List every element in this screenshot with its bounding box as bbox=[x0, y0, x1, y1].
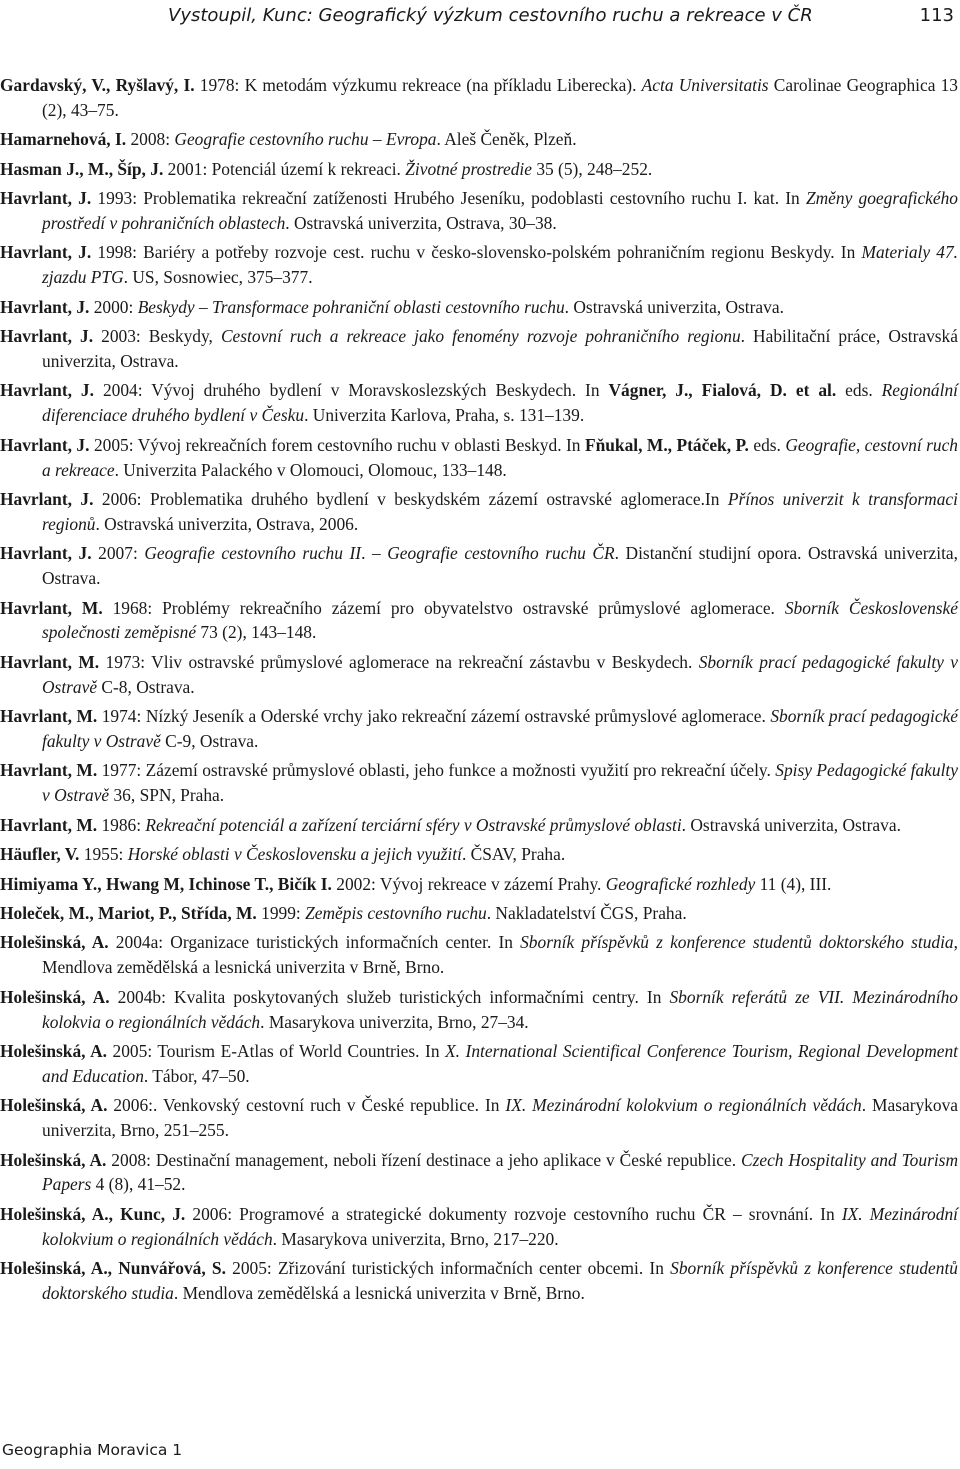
reference-italic: Rekreační potenciál a zařízení terciární sféry v Ostravské průmyslové oblasti bbox=[145, 814, 682, 835]
reference-text: 11 (4), III. bbox=[755, 873, 832, 894]
reference-authors: Vágner, J., Fialová, D. et al. bbox=[608, 380, 837, 401]
reference-authors: Holešinská, A. bbox=[0, 1095, 108, 1116]
reference-list bbox=[0, 73, 958, 1310]
reference-authors: Havrlant, J. bbox=[0, 434, 90, 455]
reference-authors: Holeček, M., Mariot, P., Střída, M. bbox=[0, 903, 257, 923]
reference-text: . Distanční studijní opora. Ostravská univerzita, Ostrava. bbox=[42, 543, 958, 589]
reference-entry bbox=[0, 240, 958, 290]
reference-text: . Aleš Čeněk, Plzeň. bbox=[436, 129, 577, 150]
reference-entry bbox=[0, 378, 958, 428]
reference-authors: Hasman J., M., Šíp, J. bbox=[0, 158, 164, 179]
reference-text: . ČSAV, Praha. bbox=[461, 844, 566, 865]
reference-text: 1986: bbox=[97, 814, 146, 835]
reference-entry bbox=[0, 872, 958, 897]
reference-italic: Cestovní ruch a rekreace jako fenomény rozvoje pohraničního regionu bbox=[220, 326, 741, 347]
reference-authors: Holešinská, A., Kunc, J. bbox=[0, 1203, 186, 1224]
reference-text: , Mendlova zemědělská a lesnická univerzita v Brně, Brno. bbox=[42, 932, 958, 978]
reference-text: . – bbox=[361, 543, 388, 564]
running-title: Vystoupil, Kunc: Geografický výzkum cestovního ruchu a rekreace v ČR bbox=[168, 5, 813, 26]
reference-text: 2005: Zřizování turistických informačních center obcemi. In bbox=[225, 1258, 671, 1279]
reference-entry bbox=[0, 596, 958, 646]
reference-text: . US, Sosnowiec, 375–377. bbox=[123, 267, 313, 288]
reference-authors: Havrlant, J. bbox=[0, 188, 92, 209]
reference-authors: Holešinská, A. bbox=[0, 986, 110, 1007]
reference-authors: Havrlant, M. bbox=[0, 814, 98, 835]
reference-authors: Havrlant, J. bbox=[0, 543, 92, 564]
reference-text: 35 (5), 248–252. bbox=[531, 158, 653, 179]
reference-entry bbox=[0, 813, 958, 838]
reference-italic: Acta Universitatis bbox=[641, 75, 769, 95]
reference-italic: Regionální diferenciace druhého bydlení v Česku bbox=[42, 380, 958, 426]
reference-text: 1974: Nízký Jeseník a Oderské vrchy jako rekreační zázemí ostravské průmyslové aglomerace. bbox=[97, 706, 771, 727]
reference-italic: Beskydy – Transformace pohraniční oblasti cestovního ruchu bbox=[137, 296, 565, 317]
reference-authors: Havrlant, J. bbox=[0, 326, 94, 347]
reference-text: 4 (8), 41–52. bbox=[91, 1174, 186, 1195]
reference-entry bbox=[0, 842, 958, 867]
reference-entry bbox=[0, 541, 958, 591]
reference-text: 2002: Vývoj rekreace v zázemí Prahy. bbox=[331, 873, 606, 894]
reference-italic: Geografie cestovního ruchu – Evropa bbox=[174, 129, 437, 150]
reference-text: 1993: Problematika rekreační zatíženosti Hrubého Jeseníku, podoblasti cestovního ruchu I. kat. In bbox=[91, 188, 806, 209]
reference-entry bbox=[0, 1256, 958, 1306]
reference-authors: Holešinská, A. bbox=[0, 1149, 107, 1170]
reference-text: 2006: Programové a strategické dokumenty rozvoje cestovního ruchu ČR – srovnání. In bbox=[185, 1203, 842, 1224]
reference-entry bbox=[0, 487, 958, 537]
reference-entry bbox=[0, 1039, 958, 1089]
reference-text: eds. bbox=[748, 434, 786, 455]
journal-footer: Geographia Moravica 1 bbox=[2, 1441, 183, 1459]
reference-text: . Univerzita Karlova, Praha, s. 131–139. bbox=[304, 405, 585, 426]
reference-italic: Spisy Pedagogické fakulty v Ostravě bbox=[42, 760, 958, 806]
reference-text: 1955: bbox=[79, 844, 128, 865]
reference-italic: Geografie, cestovní ruch a rekreace bbox=[42, 434, 958, 480]
reference-text: 2004a: Organizace turistických informačních center. In bbox=[108, 932, 521, 953]
reference-entry bbox=[0, 930, 958, 980]
reference-italic: IX. Mezinárodní kolokvium o regionálních vědách bbox=[42, 1203, 958, 1249]
reference-text: 2008: Destinační management, neboli řízení destinace a jeho aplikace v České republice. bbox=[106, 1149, 741, 1170]
reference-italic: Přínos univerzit k transformaci regionů bbox=[42, 489, 958, 534]
reference-text: 1998: Bariéry a potřeby rozvoje cest. ruchu v česko-slovensko-polském pohraničním regionu Beskydy. In bbox=[91, 242, 862, 263]
reference-entry bbox=[0, 186, 958, 236]
reference-italic: Sborník Československé společnosti zeměpisné bbox=[42, 597, 958, 643]
page-number: 113 bbox=[919, 5, 954, 26]
reference-italic: Sborník příspěvků z konference studentů doktorského studia bbox=[520, 932, 954, 953]
reference-italic: X. International Scientifical Conference Tourism, Regional Development and Education bbox=[42, 1041, 958, 1086]
reference-authors: Havrlant, M. bbox=[0, 651, 100, 672]
reference-text: 2000: bbox=[89, 296, 138, 317]
reference-entry bbox=[0, 1202, 958, 1252]
reference-entry bbox=[0, 324, 958, 374]
reference-entry bbox=[0, 73, 958, 123]
reference-authors: Holešinská, A. bbox=[0, 1041, 108, 1061]
reference-text: 1999: bbox=[256, 903, 306, 923]
reference-text: 2007: bbox=[91, 543, 145, 564]
reference-text: . Nakladatelství ČGS, Praha. bbox=[486, 903, 687, 923]
reference-text: 1977: Zázemí ostravské průmyslové oblasti, jeho funkce a možnosti využití pro rekreační účely. bbox=[97, 760, 776, 781]
reference-italic: Sborník prací pedagogické fakulty v Ostravě bbox=[42, 651, 958, 697]
reference-entry bbox=[0, 127, 958, 152]
reference-text: 2006: Problematika druhého bydlení v beskydském zázemí ostravské aglomerace.In bbox=[93, 489, 728, 509]
reference-entry bbox=[0, 1093, 958, 1143]
reference-italic: Materialy 47. zjazdu PTG bbox=[42, 242, 958, 288]
reference-italic: Životné prostredie bbox=[405, 158, 532, 179]
running-header bbox=[168, 3, 960, 29]
reference-text: 1978: K metodám výzkumu rekreace (na příkladu Liberecka). bbox=[194, 75, 642, 95]
reference-authors: Himiyama Y., Hwang M, Ichinose T., Bičík I. bbox=[0, 873, 332, 894]
reference-text: 36, SPN, Praha. bbox=[109, 785, 225, 806]
reference-text: 2004: Vývoj druhého bydlení v Moravskoslezských Beskydech. In bbox=[93, 380, 609, 401]
reference-italic: Geografie cestovního ruchu II bbox=[144, 543, 362, 564]
reference-entry bbox=[0, 433, 958, 483]
reference-text: Carolinae Geographica 13 (2), 43–75. bbox=[42, 75, 958, 120]
reference-text: eds. bbox=[836, 380, 882, 401]
reference-entry bbox=[0, 157, 958, 182]
reference-text: . Habilitační práce, Ostravská univerzita, Ostrava. bbox=[42, 326, 958, 371]
reference-text: 73 (2), 143–148. bbox=[196, 622, 317, 643]
reference-italic: Geografické rozhledy bbox=[605, 873, 756, 894]
reference-authors: Havrlant, M. bbox=[0, 706, 98, 727]
reference-authors: Havrlant, J. bbox=[0, 380, 94, 401]
reference-text: . Masarykova univerzita, Brno, 251–255. bbox=[42, 1095, 958, 1141]
reference-authors: Havrlant, J. bbox=[0, 296, 90, 317]
reference-text: . Ostravská univerzita, Ostrava. bbox=[564, 296, 784, 317]
reference-text: 2008: bbox=[126, 129, 175, 150]
reference-text: 2005: Tourism E-Atlas of World Countries. In bbox=[107, 1041, 446, 1061]
reference-authors: Havrlant, M. bbox=[0, 760, 98, 781]
reference-entry bbox=[0, 1148, 958, 1198]
reference-text: C-9, Ostrava. bbox=[160, 730, 259, 751]
reference-italic: Geografie cestovního ruchu ČR bbox=[387, 543, 615, 564]
reference-authors: Hamarnehová, I. bbox=[0, 129, 127, 150]
reference-text: 1973: Vliv ostravské průmyslové aglomerace na rekreační zástavbu v Beskydech. bbox=[99, 651, 699, 672]
reference-text: . Univerzita Palackého v Olomouci, Olomouc, 133–148. bbox=[114, 459, 507, 480]
reference-entry bbox=[0, 985, 958, 1035]
reference-text: 2005: Vývoj rekreačních forem cestovního ruchu v oblasti Beskyd. In bbox=[89, 434, 585, 455]
reference-entry bbox=[0, 758, 958, 808]
reference-italic: Zeměpis cestovního ruchu bbox=[305, 903, 487, 923]
reference-authors: Häufler, V. bbox=[0, 844, 80, 865]
reference-entry bbox=[0, 704, 958, 754]
reference-text: . Ostravská univerzita, Ostrava. bbox=[681, 814, 901, 835]
reference-entry bbox=[0, 295, 958, 320]
reference-italic: Sborník prací pedagogické fakulty v Ostravě bbox=[42, 706, 958, 751]
reference-authors: Fňukal, M., Ptáček, P. bbox=[584, 434, 749, 455]
reference-authors: Holešinská, A., Nunvářová, S. bbox=[0, 1258, 226, 1279]
reference-authors: Havrlant, J. bbox=[0, 242, 92, 263]
reference-italic: Czech Hospitality and Tourism Papers bbox=[42, 1149, 959, 1195]
reference-italic: IX. Mezinárodní kolokvium o regionálních vědách bbox=[505, 1095, 862, 1116]
reference-text: . Masarykova univerzita, Brno, 217–220. bbox=[272, 1228, 559, 1249]
reference-authors: Havrlant, M. bbox=[0, 597, 103, 618]
reference-text: 2001: Potenciál území k rekreaci. bbox=[163, 158, 406, 179]
reference-text: . Masarykova univerzita, Brno, 27–34. bbox=[260, 1011, 529, 1032]
reference-italic: Sborník příspěvků z konference studentů doktorského studia bbox=[42, 1258, 958, 1303]
reference-text: . Ostravská univerzita, Ostrava, 2006. bbox=[95, 513, 359, 534]
reference-italic: Sborník referátů ze VII. Mezinárodního kolokvia o regionálních vědách bbox=[42, 986, 958, 1032]
reference-text: . Mendlova zemědělská a lesnická univerzita v Brně, Brno. bbox=[173, 1282, 585, 1303]
reference-italic: Změny goegrafického prostředí v pohraničních oblastech bbox=[42, 188, 958, 233]
reference-entry bbox=[0, 650, 958, 700]
reference-text: 1968: Problémy rekreačního zázemí pro obyvatelstvo ostravské průmyslové aglomerace. bbox=[102, 597, 785, 618]
reference-authors: Havrlant, J. bbox=[0, 489, 94, 509]
reference-text: . Ostravská univerzita, Ostrava, 30–38. bbox=[285, 213, 557, 233]
reference-text: 2006:. Venkovský cestovní ruch v České republice. In bbox=[107, 1095, 506, 1116]
reference-authors: Holešinská, A. bbox=[0, 932, 109, 953]
reference-italic: Horské oblasti v Československu a jejich využití bbox=[127, 844, 462, 865]
reference-text: 2003: Beskydy, bbox=[93, 326, 221, 347]
reference-text: 2004b: Kvalita poskytovaných služeb turistických informačními centry. In bbox=[109, 986, 670, 1007]
reference-text: . Tábor, 47–50. bbox=[143, 1065, 250, 1086]
reference-entry bbox=[0, 901, 958, 926]
reference-text: C-8, Ostrava. bbox=[97, 676, 195, 697]
reference-authors: Gardavský, V., Ryšlavý, I. bbox=[0, 75, 195, 95]
